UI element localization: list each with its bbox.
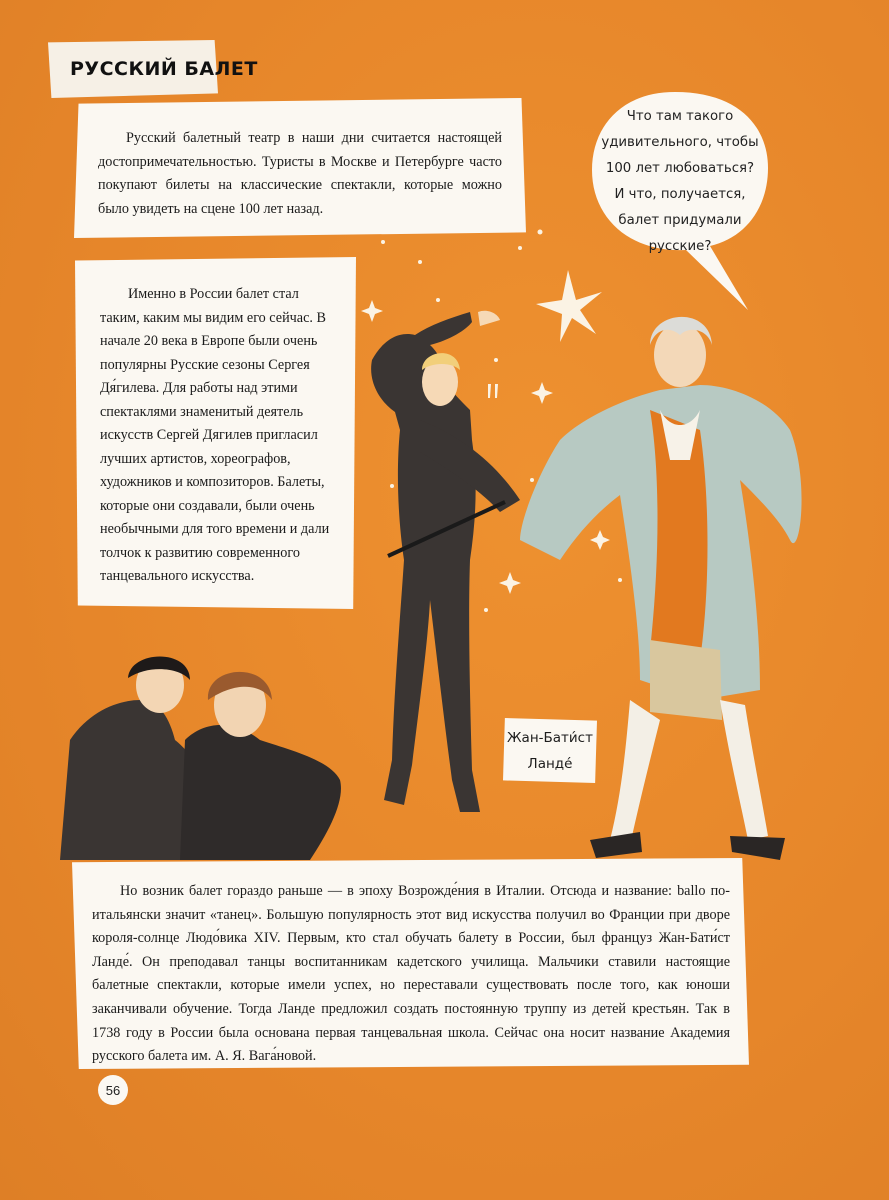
sidebar-paragraph: Именно в России балет стал таким, каким мы видим его сейчас. В начале 20 века в Европе были очень популярны Русские сезоны Сергея Дя́гилева. Для работы над этими спектаклями знаменитый деятель искусств Сергей Дягилев пригласил лучших артистов, хореографов, художников и композиторов. Балеты, которые они создавали, были очень необычными для того времени и дали толчок к развитию современного танцевального искусства. [100, 286, 330, 584]
bottom-paragraph: Но возник балет гораздо раньше — в эпоху Возрожде́ния в Италии. Отсюда и название: ballo по-итальянски значит «танец». Большую популярность этот вид искусства получил во Франции при дворе короля-солнце Людо́вика XIV. Первым, кто стал обучать балету в России, был француз Жан-Бати́ст Ланде́. Он преподавал танцы воспитанникам кадетского училища. Мальчики ставили настоящие балетные спектакли, которые имели успех, но переставали существовать после того, как юноши заканчивали обучение. Тогда Ланде предложил создать постоянную труппу из детей крестьян. Так в 1738 году в России была основана первая танцевальная школа. Сейчас она носит название Академия русского балета им. А. Я. Вага́новой. [92, 883, 730, 1065]
section-title: РУССКИЙ БАЛЕТ [70, 58, 258, 80]
sitting-boys-figure [60, 657, 341, 861]
standing-boy-figure [371, 311, 520, 812]
speech-bubble-text: Что там такого удивительного, чтобы 100 лет любоваться? И что, получается, балет придумали русские? [601, 109, 759, 254]
page-number: 56 [98, 1075, 128, 1105]
caption-name: Жан-Бати́ст Ланде́ [507, 730, 593, 772]
intro-paragraph: Русский балетный театр в наши дни считается настоящей достопримечательностью. Туристы в Москве и Петербурге часто покупают билеты на классические спектакли, которые можно было увидеть на сцене 100 лет назад. [98, 130, 502, 217]
